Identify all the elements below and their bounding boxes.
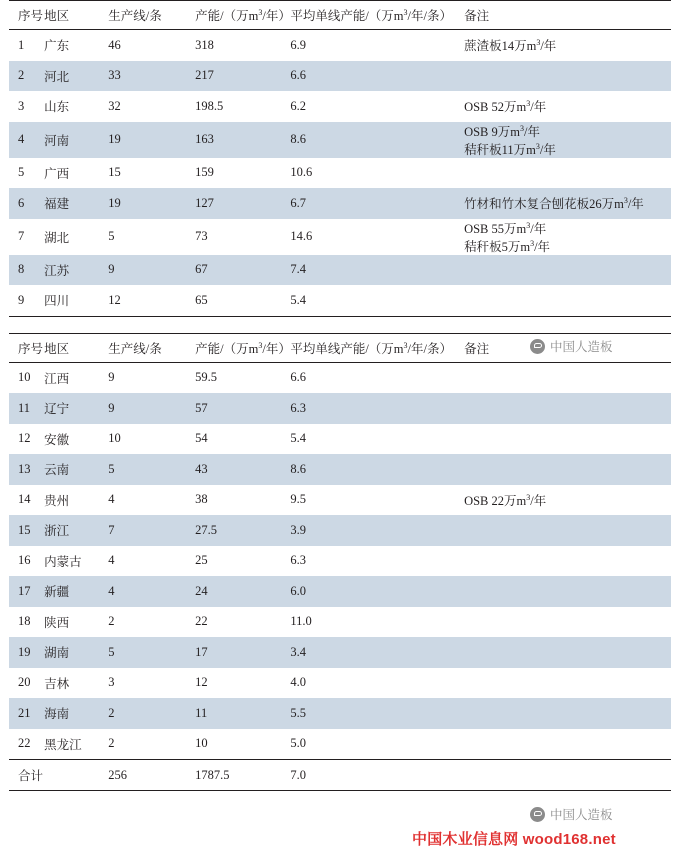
cell-seq: 20	[18, 675, 31, 690]
cell-area: 黑龙江	[44, 737, 82, 752]
table-bottom-body	[9, 362, 671, 791]
cell-capacity: 11	[195, 698, 290, 729]
cell-seq: 14	[18, 492, 31, 507]
table-row	[9, 255, 671, 286]
cell-capacity: 59.5	[195, 370, 218, 385]
watermark-site: 中国木业信息网 wood168.net	[412, 831, 616, 848]
cell-seq: 6	[9, 188, 44, 219]
cell-notes: 竹材和竹木复合刨花板26万$m^3/$年	[464, 188, 671, 219]
watermark-account-label: 中国人造板	[550, 808, 613, 822]
cell-area: 新疆	[44, 576, 108, 607]
section-gap	[0, 317, 680, 333]
cell-area: 湖南	[44, 637, 108, 668]
cell-area: 广东	[44, 39, 70, 54]
cell-lines: 2	[108, 614, 115, 629]
table-header-row	[9, 1, 671, 30]
table-row	[9, 91, 671, 122]
cell-lines: 12	[108, 285, 195, 316]
cell-avg: 8.6	[290, 122, 464, 158]
cell-area: 山东	[44, 100, 70, 115]
cell-lines: 9	[108, 393, 195, 424]
cell-notes	[464, 362, 671, 393]
cell-avg: 6.3	[290, 553, 306, 568]
cell-notes: OSB 9万$m^3/$年 秸秆板11万$m^3/$年	[464, 122, 671, 158]
cell-avg: 6.9	[290, 37, 306, 52]
cell-avg: 11.0	[290, 614, 312, 629]
cell-avg: 14.6	[290, 229, 313, 243]
cell-capacity: 25	[195, 553, 208, 568]
cell-seq: 9	[9, 285, 44, 316]
cell-lines: 7	[108, 515, 195, 546]
cell-seq: 22	[18, 736, 31, 751]
cell-notes	[464, 158, 671, 189]
cell-lines: 2	[108, 698, 195, 729]
cell-seq: 18	[18, 614, 31, 629]
col-header-area: 地区	[44, 1, 108, 30]
cell-area: 福建	[44, 188, 108, 219]
cell-seq: 2	[9, 61, 44, 92]
cell-seq: 16	[18, 553, 31, 568]
cell-capacity: 22	[195, 614, 208, 629]
cell-capacity: 217	[195, 61, 290, 92]
cell-avg: 6.2	[290, 98, 306, 113]
table-row	[9, 454, 671, 485]
cell-avg: 4.0	[290, 675, 306, 690]
cell-seq: 1	[18, 37, 25, 52]
cell-lines: 19	[108, 188, 195, 219]
cell-lines: 4	[108, 492, 115, 507]
table-row	[9, 698, 671, 729]
table-row	[9, 637, 671, 668]
cell-capacity: 163	[195, 122, 290, 158]
cell-capacity: 43	[195, 454, 290, 485]
cell-avg: 7.0	[290, 760, 464, 791]
cell-capacity: 10	[195, 736, 208, 751]
cell-notes	[464, 637, 671, 668]
cell-capacity: 65	[195, 285, 290, 316]
watermark-account-bottom	[530, 805, 613, 823]
cell-lines: 2	[108, 736, 115, 751]
cell-notes	[464, 61, 671, 92]
cell-seq: 7	[18, 229, 25, 243]
cell-capacity: 1787.5	[195, 760, 290, 791]
cell-lines: 19	[108, 122, 195, 158]
cell-avg: 6.0	[290, 576, 464, 607]
cell-avg: 3.4	[290, 637, 464, 668]
cell-lines: 9	[108, 370, 115, 385]
cell-avg: 3.9	[290, 515, 464, 546]
cell-capacity: 54	[195, 431, 208, 446]
table-row	[9, 515, 671, 546]
cell-lines: 46	[108, 37, 121, 52]
col-header-avg: 平均单线产能/（万$m^3/$年/条）	[290, 333, 464, 362]
cell-notes	[464, 546, 671, 577]
cell-capacity: 159	[195, 165, 214, 180]
cell-seq: 10	[18, 370, 31, 385]
table-row	[9, 122, 671, 158]
cell-avg: 6.6	[290, 61, 464, 92]
table-row	[9, 668, 671, 699]
cell-notes: OSB 22万$m^3/$年	[464, 492, 547, 508]
cell-seq: 15	[9, 515, 44, 546]
cell-lines: 4	[108, 576, 195, 607]
table-total-row	[9, 760, 671, 791]
cell-seq: 8	[9, 255, 44, 286]
cell-avg: 5.0	[290, 736, 306, 751]
table-row	[9, 61, 671, 92]
cell-notes: OSB 52万$m^3/$年	[464, 99, 547, 115]
cell-avg: 6.7	[290, 188, 464, 219]
cell-seq: 11	[9, 393, 44, 424]
cell-avg: 6.6	[290, 370, 306, 385]
cell-area: 陕西	[44, 615, 70, 630]
col-header-area: 地区	[44, 333, 108, 362]
cell-notes	[464, 285, 671, 316]
cell-capacity: 12	[195, 675, 208, 690]
cell-capacity: 38	[195, 492, 208, 507]
col-header-seq: 序号	[9, 1, 44, 30]
cell-area: 江西	[44, 371, 70, 386]
cell-area: 江苏	[44, 255, 108, 286]
table-row	[9, 424, 671, 455]
cell-avg: 9.5	[290, 492, 306, 507]
cell-area: 海南	[44, 698, 108, 729]
cell-lines: 3	[108, 675, 115, 690]
cell-avg: 10.6	[290, 165, 313, 180]
cell-avg: 8.6	[290, 454, 464, 485]
col-header-notes: 备注	[464, 1, 671, 30]
table-row	[9, 158, 671, 189]
cell-capacity: 67	[195, 255, 290, 286]
col-header-capacity: 产能/（万$m^3/$年）	[195, 1, 290, 30]
table-bottom-block	[0, 333, 680, 792]
cell-seq: 12	[18, 431, 31, 446]
cell-area: 浙江	[44, 515, 108, 546]
cell-area: 河南	[44, 122, 108, 158]
table-top-body	[9, 30, 671, 317]
cell-area: 河北	[44, 61, 108, 92]
cell-lines: 5	[108, 229, 115, 243]
cell-capacity: 57	[195, 393, 290, 424]
cell-avg: 6.3	[290, 393, 464, 424]
cell-area	[44, 760, 108, 791]
col-header-lines: 生产线/条	[108, 333, 195, 362]
cell-notes	[464, 515, 671, 546]
table-row	[9, 285, 671, 316]
cell-capacity: 73	[195, 229, 208, 243]
cell-notes	[464, 698, 671, 729]
cell-lines: 9	[108, 255, 195, 286]
table-row	[9, 188, 671, 219]
watermark-account-label: 中国人造板	[550, 340, 613, 354]
table-row	[9, 607, 671, 638]
cell-capacity: 27.5	[195, 515, 290, 546]
table-row	[9, 729, 671, 760]
cell-capacity: 198.5	[195, 98, 224, 113]
cell-notes	[464, 454, 671, 485]
cell-notes	[464, 424, 671, 455]
cell-lines: 5	[108, 454, 195, 485]
cell-notes	[464, 607, 671, 638]
cell-notes	[464, 576, 671, 607]
cell-seq: 5	[18, 165, 25, 180]
cell-lines: 15	[108, 165, 121, 180]
cell-area: 云南	[44, 454, 108, 485]
table-top-block	[0, 0, 680, 317]
cell-notes	[464, 393, 671, 424]
table-row	[9, 576, 671, 607]
cell-area: 辽宁	[44, 393, 108, 424]
cell-area: 贵州	[44, 493, 70, 508]
cell-seq: 13	[9, 454, 44, 485]
cell-capacity: 127	[195, 188, 290, 219]
cell-lines: 33	[108, 61, 195, 92]
watermark-account-top	[530, 337, 613, 355]
cell-notes	[464, 668, 671, 699]
cell-seq: 3	[18, 98, 25, 113]
cell-area: 内蒙古	[44, 554, 82, 569]
panelboard-capacity-table-bottom	[9, 333, 671, 792]
col-header-capacity: 产能/（万$m^3/$年）	[195, 333, 290, 362]
cell-notes	[464, 729, 671, 760]
cell-area: 安徽	[44, 432, 70, 447]
wechat-icon	[530, 339, 545, 354]
col-header-notes: 备注	[464, 333, 671, 362]
cell-lines: 256	[108, 760, 195, 791]
cell-area: 四川	[44, 285, 108, 316]
cell-lines: 10	[108, 431, 121, 446]
cell-capacity: 318	[195, 37, 214, 52]
table-row	[9, 362, 671, 393]
cell-area: 吉林	[44, 676, 70, 691]
col-header-seq: 序号	[9, 333, 44, 362]
cell-avg: 5.5	[290, 698, 464, 729]
panelboard-capacity-table-top	[9, 0, 671, 317]
table-row	[9, 30, 671, 61]
table-row	[9, 219, 671, 255]
cell-area: 湖北	[44, 230, 70, 245]
cell-avg: 5.4	[290, 431, 306, 446]
cell-notes	[464, 760, 671, 791]
table-row	[9, 393, 671, 424]
cell-lines: 4	[108, 553, 115, 568]
cell-capacity: 24	[195, 576, 290, 607]
cell-avg: 5.4	[290, 285, 464, 316]
cell-area: 广西	[44, 166, 70, 181]
cell-avg: 7.4	[290, 255, 464, 286]
cell-notes: OSB 55万$m^3/$年 秸秆板5万$m^3/$年	[464, 220, 551, 254]
cell-notes	[464, 255, 671, 286]
table-row	[9, 546, 671, 577]
cell-lines: 5	[108, 637, 195, 668]
cell-seq: 21	[9, 698, 44, 729]
cell-seq: 19	[9, 637, 44, 668]
table-row	[9, 485, 671, 516]
wechat-icon	[530, 807, 545, 822]
cell-capacity: 17	[195, 637, 290, 668]
col-header-avg: 平均单线产能/（万$m^3/$年/条）	[290, 1, 464, 30]
cell-seq: 合计	[9, 760, 44, 791]
cell-seq: 17	[9, 576, 44, 607]
cell-notes: 蔗渣板14万$m^3/$年	[464, 38, 557, 54]
cell-seq: 4	[9, 122, 44, 158]
cell-lines: 32	[108, 98, 121, 113]
col-header-lines: 生产线/条	[108, 1, 195, 30]
